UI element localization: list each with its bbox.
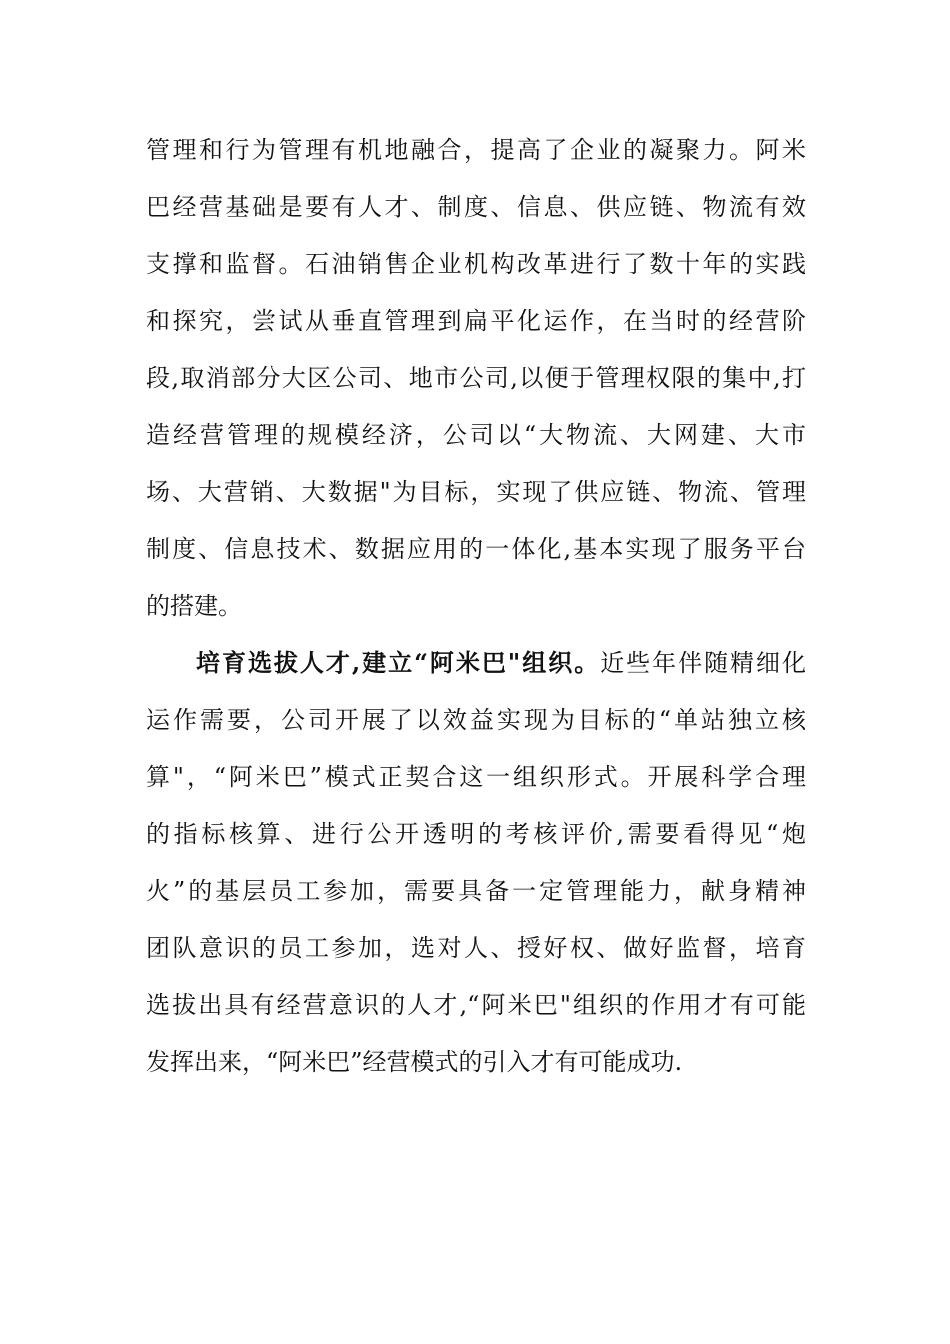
paragraph-2-first-line	[196, 646, 806, 680]
paragraph-1-line: 场、大营销、大数据"为目标，实现了供应链、物流、管理	[146, 478, 806, 506]
paragraph-1-line: 和探究，尝试从垂直管理到扁平化运作，在当时的经营阶	[146, 307, 806, 335]
paragraph-2-line: 火”的基层员工参加，需要具备一定管理能力，献身精神	[146, 877, 806, 905]
paragraph-1-line: 造经营管理的规模经济，公司以“大物流、大网建、大市	[146, 421, 806, 449]
paragraph-2-line: 运作需要，公司开展了以效益实现为目标的“单站独立核	[146, 706, 806, 734]
paragraph-2-line: 的指标核算、进行公开透明的考核评价,需要看得见“炮	[146, 820, 806, 848]
paragraph-2-line: 团队意识的员工参加，选对人、授好权、做好监督，培育	[146, 934, 806, 962]
paragraph-2-line: 算"，“阿米巴”模式正契合这一组织形式。开展科学合理	[146, 763, 806, 791]
paragraph-1-line: 制度、信息技术、数据应用的一体化,基本实现了服务平台	[146, 535, 806, 563]
paragraph-1-line: 支撑和监督。石油销售企业机构改革进行了数十年的实践	[146, 250, 806, 278]
paragraph-1-line: 管理和行为管理有机地融合，提高了企业的凝聚力。阿米	[146, 136, 806, 164]
paragraph-2-last-line: 发挥出来，“阿米巴”经营模式的引入才有可能成功.	[146, 1048, 683, 1076]
paragraph-1-line: 段,取消部分大区公司、地市公司,以便于管理权限的集中,打	[146, 364, 806, 392]
paragraph-2-line: 选拔出具有经营意识的人才,“阿米巴"组织的作用才有可能	[146, 991, 806, 1019]
paragraph-1-line: 巴经营基础是要有人才、制度、信息、供应链、物流有效	[146, 193, 806, 221]
paragraph-2-first-line-rest: 近些年伴随精细化	[600, 649, 806, 677]
paragraph-2-lead-heading: 培育选拔人才,建立“阿米巴"组织。	[196, 648, 601, 677]
paragraph-1-last-line: 的搭建。	[146, 592, 242, 620]
